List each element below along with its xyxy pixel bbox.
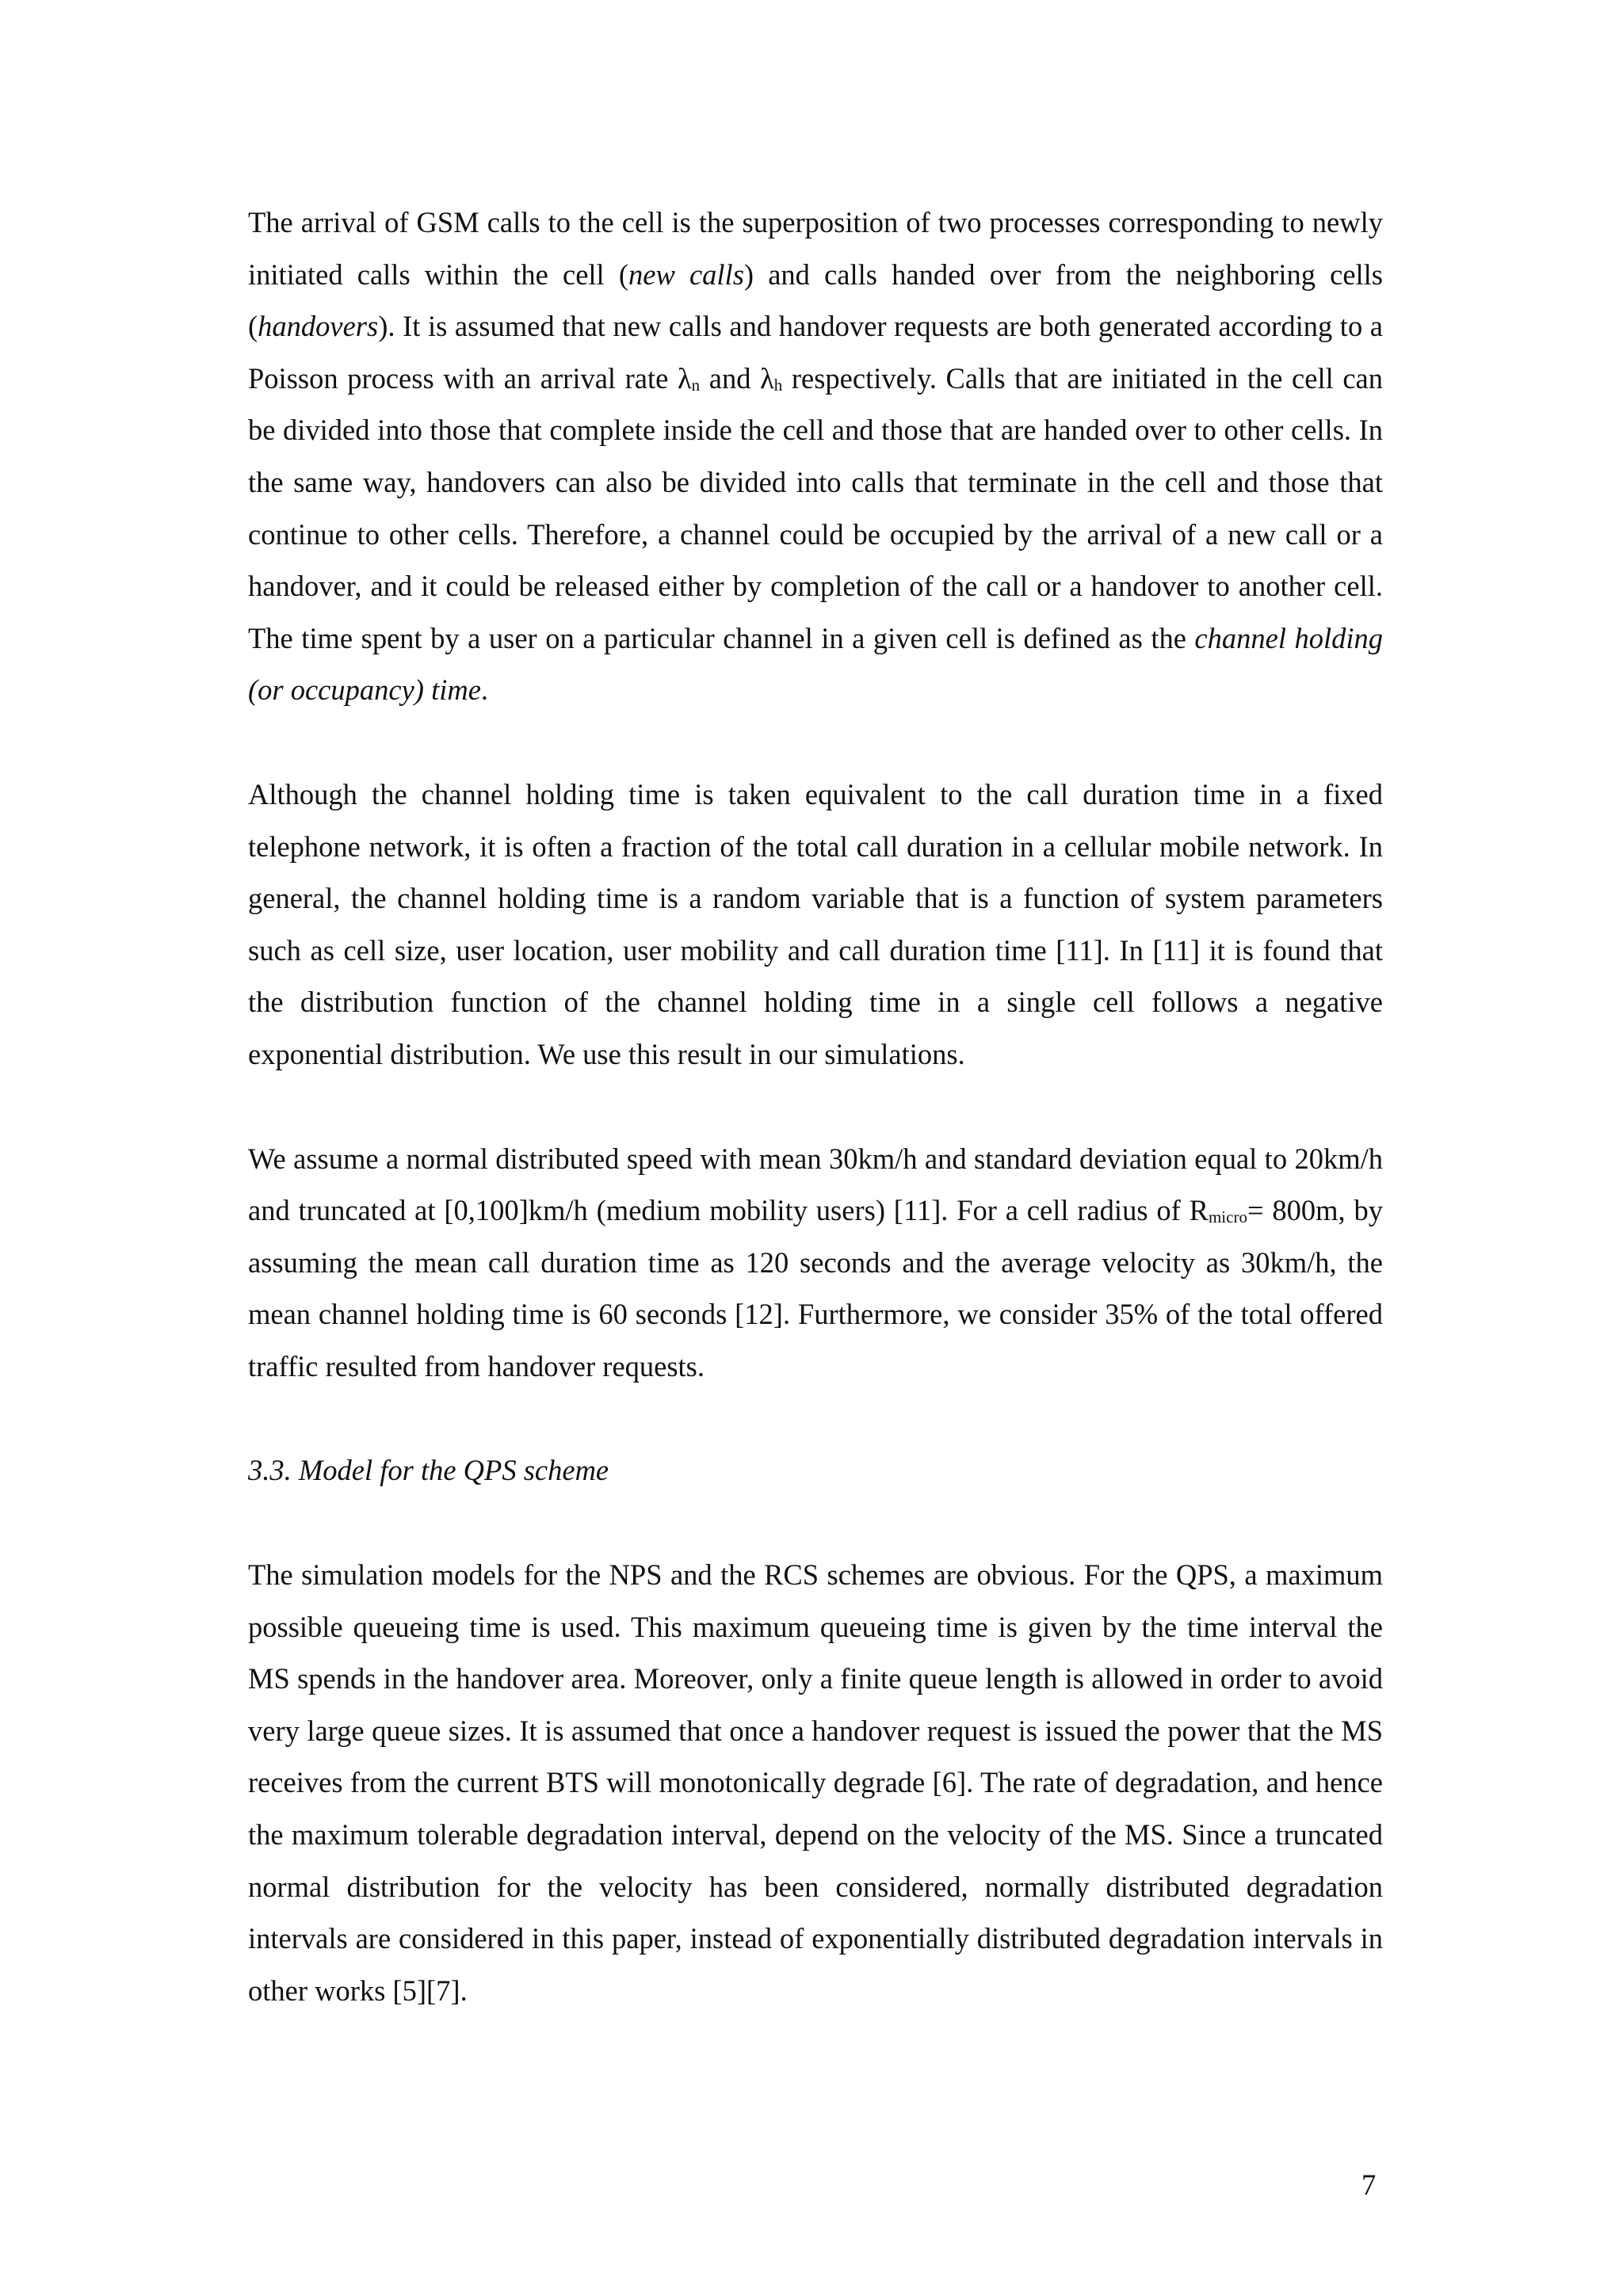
lambda-symbol: λ (677, 361, 692, 395)
paragraph-spacer (248, 716, 1383, 769)
text-run: The arrival of GSM calls to the cell is the superposition of two processes corresponding to newly initiated calls within the cell ( (248, 206, 1383, 291)
emphasis-new-calls: new calls (628, 257, 744, 291)
paragraph-spacer (248, 1392, 1383, 1444)
emphasis-handovers: handovers (258, 310, 379, 343)
text-run: . (480, 673, 489, 707)
text-run: = 800m, by assuming the mean call duration time as 120 seconds and the average velocity as 30km/h, the mean channel holding time is 60 seconds [12]. Furthermore, we consider 35% of the total offered traffic resulted from handover requests. (248, 1194, 1383, 1383)
paragraph-spacer (248, 1497, 1383, 1549)
subscript-h: h (773, 375, 783, 395)
subscript-micro: micro (1208, 1207, 1247, 1227)
text-run: respectively. Calls that are initiated in the cell can be divided into those that complete inside the cell and those that are handed over to other cells. In the same way, handovers can also be divided into calls that terminate in the cell and those that continue to other cells. Therefore, a channel could be occupied by the arrival of a new call or a handover, and it could be released either by completion of the call or a handover to another cell. The time spent by a user on a particular channel in a given cell is defined as the (248, 361, 1383, 654)
page-number: 7 (1361, 2168, 1377, 2201)
lambda-symbol: λ (760, 361, 774, 395)
paragraph-gsm-arrivals (248, 196, 1383, 716)
subscript-n: n (691, 375, 701, 395)
paragraph-channel-holding: Although the channel holding time is taken equivalent to the call duration time in a fixed telephone network, it is often a fraction of the total call duration in a cellular mobile network. In general, the channel holding time is a random variable that is a function of system parameters such as cell size, user location, user mobility and call duration time [11]. In [11] it is found that the distribution function of the channel holding time in a single cell follows a negative exponential distribution. We use this result in our simulations. (248, 777, 1383, 1070)
section-heading: 3.3. Model for the QPS scheme (248, 1454, 609, 1487)
r-symbol: R (1189, 1194, 1209, 1227)
text-run: ) and calls handed over from the neighboring cells ( (248, 257, 1384, 343)
paragraph-spacer (248, 1081, 1383, 1133)
paragraph-qps-model: The simulation models for the NPS and the RCS schemes are obvious. For the QPS, a maximum possible queueing time is used. This maximum queueing time is given by the time interval the MS spends in the handover area. Moreover, only a finite queue length is allowed in order to avoid very large queue sizes. It is assumed that once a handover request is issued the power that the MS receives from the current BTS will monotonically degrade [6]. The rate of degradation, and hence the maximum tolerable degradation interval, depend on the velocity of the MS. Since a truncated normal distribution for the velocity has been considered, normally distributed degradation intervals are considered in this paper, instead of exponentially distributed degradation intervals in other works [5][7]. (248, 1558, 1383, 2007)
paragraph-speed-assumption (248, 1133, 1383, 1393)
emphasis-channel-holding-time: channel holding (or occupancy) time (248, 621, 1383, 707)
page-body (248, 196, 1383, 2016)
text-run: ). It is assumed that new calls and handover requests are both generated according to a Poisson process with an arrival rate (248, 310, 1383, 395)
text-run: We assume a normal distributed speed with mean 30km/h and standard deviation equal to 20km/h and truncated at [0,100]km/h (medium mobility users) [11]. For a cell radius of (248, 1142, 1383, 1227)
text-run: and (700, 361, 761, 395)
